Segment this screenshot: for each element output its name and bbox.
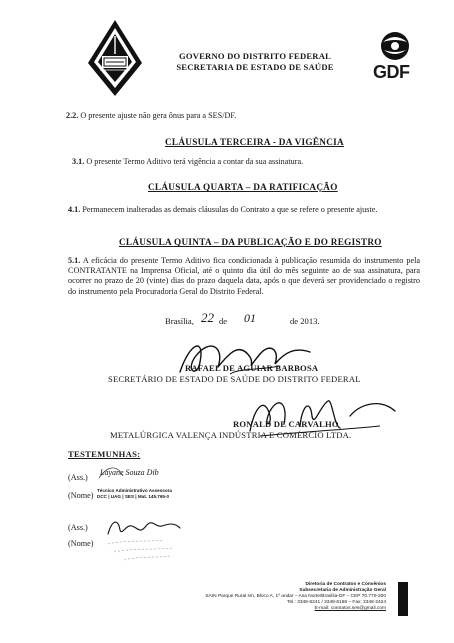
clause-5-1 [68, 256, 420, 297]
footer-email: E-mail: contratos.ses@gmail.com [314, 606, 386, 612]
clause-three-heading: CLÁUSULA TERCEIRA - DA VIGÊNCIA [165, 137, 344, 147]
witness-2-signature-label: (Ass.) [68, 523, 88, 532]
clause-2-2 [66, 111, 411, 121]
date-month-handwritten: 01 [244, 311, 256, 325]
witness-1-handwritten-name: Layane Souza Dib [100, 468, 159, 477]
date-city: Brasília, [165, 316, 194, 326]
clause-text: O presente ajuste não gera ônus para a SES/DF. [78, 111, 237, 120]
second-signatory-name: RONALD DE CARVALHO [233, 419, 339, 429]
clause-text: O presente Termo Aditivo terá vigência a contar da sua assinatura. [84, 157, 304, 166]
clause-number: 4.1. [68, 205, 81, 214]
date-de: de [219, 316, 228, 326]
second-signatory-role: METALÚRGICA VALENÇA INDÚSTRIA E COMÉRCIO LTDA. [110, 430, 352, 440]
letterhead [150, 51, 360, 73]
footer-department: Diretoria de Contratos e Convênios [305, 582, 386, 587]
clause-five-heading: CLÁUSULA QUINTA – DA PUBLICAÇÃO E DO REGISTRO [119, 237, 382, 247]
witness-2-faint-stamp [104, 534, 184, 564]
clause-3-1 [72, 157, 417, 167]
witness-2-name-label: (Nome) [68, 539, 94, 548]
first-signatory-name: RAFAEL DE AGUIAR BARBOSA [185, 363, 319, 373]
witness-1-stamp-line-2: DCC | UAG | SES | Mat. 145.765-0 [97, 494, 170, 499]
government-name: GOVERNO DO DISTRITO FEDERAL [178, 51, 332, 61]
gdf-logo-text: GDF [373, 62, 410, 82]
page-edge-mark [398, 582, 408, 616]
first-signatory-role: SECRETÁRIO DE ESTADO DE SAÚDE DO DISTRITO FEDERAL [108, 374, 361, 384]
footer-subdepartment: Subsecretaria de Administração Geral [299, 588, 386, 594]
clause-number: 3.1. [72, 157, 85, 166]
clause-number: 2.2. [66, 111, 79, 120]
witness-1-signature-label: (Ass.) [68, 473, 88, 482]
witness-1-name-label: (Nome) [68, 491, 94, 500]
date-day-handwritten: 22 [201, 310, 214, 325]
clause-text: A eficácia do presente Termo Aditivo fica condicionada à publicação resumida do instrumento pela CONTRATANTE na Imprensa Oficial, até o quinto dia útil do mês seguinte ao de sua assinatura, para ocorrer no prazo de 20 (vinte) dias do prazo daquela data, após o que deverá ser providenciado o registro do instrumento pela Procuradoria Geral do Distrito Federal. [68, 256, 420, 296]
clause-number: 5.1. [68, 256, 81, 265]
footer-address: SAIN Parque Rural s/n, Bloco A, 1º andar – Asa Norte/Brasília-DF – CEP 70.770-200 [205, 594, 386, 600]
footer-phones: Tel.: 3348-6241 / 3348-6168 – Fax: 3348-2424 [287, 600, 386, 606]
clause-4-1 [68, 205, 428, 215]
witness-1-signature-mark [97, 462, 157, 482]
witness-1-stamp-line-1: Técnico Administrativo Assessora [97, 488, 172, 493]
date-year: de 2013. [290, 316, 320, 326]
clause-four-heading: CLÁUSULA QUARTA – DA RATIFICAÇÃO [148, 182, 338, 192]
footer-address-block [182, 582, 386, 612]
clause-text: Permanecem inalteradas as demais cláusulas do Contrato a que se refere o presente ajuste. [80, 205, 378, 214]
witnesses-heading: TESTEMUNHAS: [68, 449, 141, 459]
federal-district-emblem-icon [80, 18, 150, 98]
department-name: SECRETARIA DE ESTADO DE SAÚDE [176, 62, 334, 72]
